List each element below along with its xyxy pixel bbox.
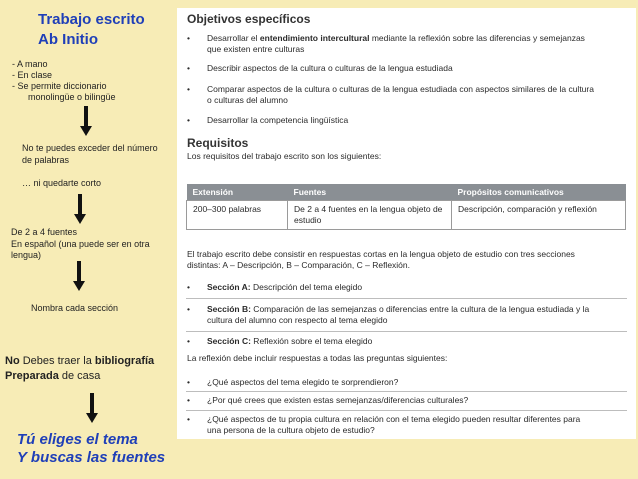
bibliography-note — [5, 354, 154, 384]
bibliography-line-1 — [5, 354, 154, 369]
section-b-text: Comparación de las semejanzas o diferencias entre la cultura de la lengua estudiada y la — [250, 304, 590, 314]
divider — [186, 410, 627, 411]
obj1-line2: que existen entre culturas — [207, 44, 305, 54]
bullet: • — [187, 84, 190, 94]
obj1-pre: Desarrollar el — [207, 33, 260, 43]
down-arrow-icon — [74, 194, 86, 224]
choose-topic-note — [17, 431, 165, 467]
objective-2: Describir aspectos de la cultura o culturas de la lengua estudiada — [207, 63, 453, 73]
section-c — [207, 336, 627, 347]
question-3 — [207, 414, 627, 436]
bib-no: No — [5, 355, 20, 367]
sources-line: De 2 a 4 fuentes — [11, 227, 78, 237]
title-line-1: Trabajo escrito — [38, 11, 145, 28]
paragraph-line: El trabajo escrito debe consistir en respuestas cortas en la lengua objeto de estudio con tres secciones — [187, 249, 575, 259]
sources-line: En español (una puede ser en otra — [11, 238, 150, 249]
requirements-table — [186, 184, 626, 230]
table-header-row — [187, 184, 626, 201]
bullet: • — [187, 63, 190, 73]
bib-end: de casa — [58, 370, 101, 382]
down-arrow-icon — [86, 393, 98, 423]
question-2: ¿Por qué crees que existen estas semejanzas/diferencias culturales? — [207, 395, 469, 405]
objectives-heading: Objetivos específicos — [187, 12, 311, 26]
sources-line: lengua) — [11, 250, 42, 260]
sections-paragraph — [187, 249, 632, 271]
obj1-bold: entendimiento intercultural — [259, 33, 370, 43]
bib-mid: Debes traer la — [19, 355, 95, 367]
down-arrow-icon — [80, 106, 92, 136]
section-b-line2: cultura del alumno con respecto al tema elegido — [207, 315, 388, 325]
sources-note — [11, 227, 150, 262]
objective-3 — [207, 84, 627, 106]
objective-1 — [207, 33, 627, 55]
divider — [186, 298, 627, 299]
bullet: • — [187, 336, 190, 346]
choose-line-1: Tú eliges el tema — [17, 431, 138, 448]
question-3-line2: una persona de la cultura objeto de estudio? — [207, 425, 375, 435]
condition-item: - Se permite diccionario — [12, 81, 107, 91]
word-limit-note — [22, 143, 158, 166]
obj1-post: mediante la reflexión sobre las diferencias y semejanzas — [369, 33, 585, 43]
question-3-line1: ¿Qué aspectos de tu propia cultura en relación con el tema elegido pueden resultar diferentes para — [207, 414, 581, 424]
bullet: • — [187, 282, 190, 292]
condition-item: monolingüe o bilingüe — [28, 92, 116, 102]
choose-line-2: Y buscas las fuentes — [17, 449, 166, 466]
section-a-text: Descripción del tema elegido — [250, 282, 363, 292]
table-cell: Descripción, comparación y reflexión — [452, 201, 626, 230]
condition-item: - A mano — [12, 59, 48, 69]
word-limit-line: de palabras — [22, 154, 70, 165]
bib-word: bibliografía — [94, 355, 155, 367]
sections-note: Nombra cada sección — [31, 303, 119, 313]
section-c-label: Sección C: — [207, 336, 251, 346]
paragraph-line: distintas: A – Descripción, B – Comparación, C – Reflexión. — [187, 260, 410, 270]
section-b — [207, 304, 627, 326]
not-short-note: … ni quedarte corto — [22, 178, 102, 188]
obj3-line1: Comparar aspectos de la cultura o culturas de la lengua estudiada con aspectos similares de la cultura — [207, 84, 594, 94]
table-header: Propósitos comunicativos — [452, 184, 626, 201]
section-a — [207, 282, 627, 293]
bibliography-line-2 — [5, 369, 154, 384]
bib-prep: Preparada — [5, 370, 59, 382]
requirements-heading: Requisitos — [187, 136, 249, 150]
obj3-line2: o culturas del alumno — [207, 95, 288, 105]
bullet: • — [187, 395, 190, 405]
question-1: ¿Qué aspectos del tema elegido te sorprendieron? — [207, 377, 399, 387]
divider — [186, 391, 627, 392]
table-cell: De 2 a 4 fuentes en la lengua objeto de estudio — [288, 201, 452, 230]
objective-4: Desarrollar la competencia lingüística — [207, 115, 349, 125]
condition-item: - En clase — [12, 70, 53, 80]
bullet: • — [187, 414, 190, 424]
table-cell: 200–300 palabras — [187, 201, 288, 230]
section-c-text: Reflexión sobre el tema elegido — [250, 336, 373, 346]
section-b-label: Sección B: — [207, 304, 251, 314]
bullet: • — [187, 33, 190, 43]
title-line-2: Ab Initio — [38, 31, 98, 48]
bullet: • — [187, 304, 190, 314]
section-a-label: Sección A: — [207, 282, 251, 292]
word-limit-line: No te puedes exceder del número — [22, 143, 158, 153]
page-title — [38, 10, 145, 50]
document-panel — [177, 8, 636, 439]
divider — [186, 331, 627, 332]
bullet: • — [187, 377, 190, 387]
table-header: Fuentes — [288, 184, 452, 201]
bullet: • — [187, 115, 190, 125]
reflection-intro: La reflexión debe incluir respuestas a todas las preguntas siguientes: — [187, 353, 448, 363]
table-row — [187, 201, 626, 230]
down-arrow-icon — [73, 261, 85, 291]
conditions-list — [12, 59, 116, 103]
requirements-intro: Los requisitos del trabajo escrito son los siguientes: — [187, 151, 382, 161]
table-header: Extensión — [187, 184, 288, 201]
